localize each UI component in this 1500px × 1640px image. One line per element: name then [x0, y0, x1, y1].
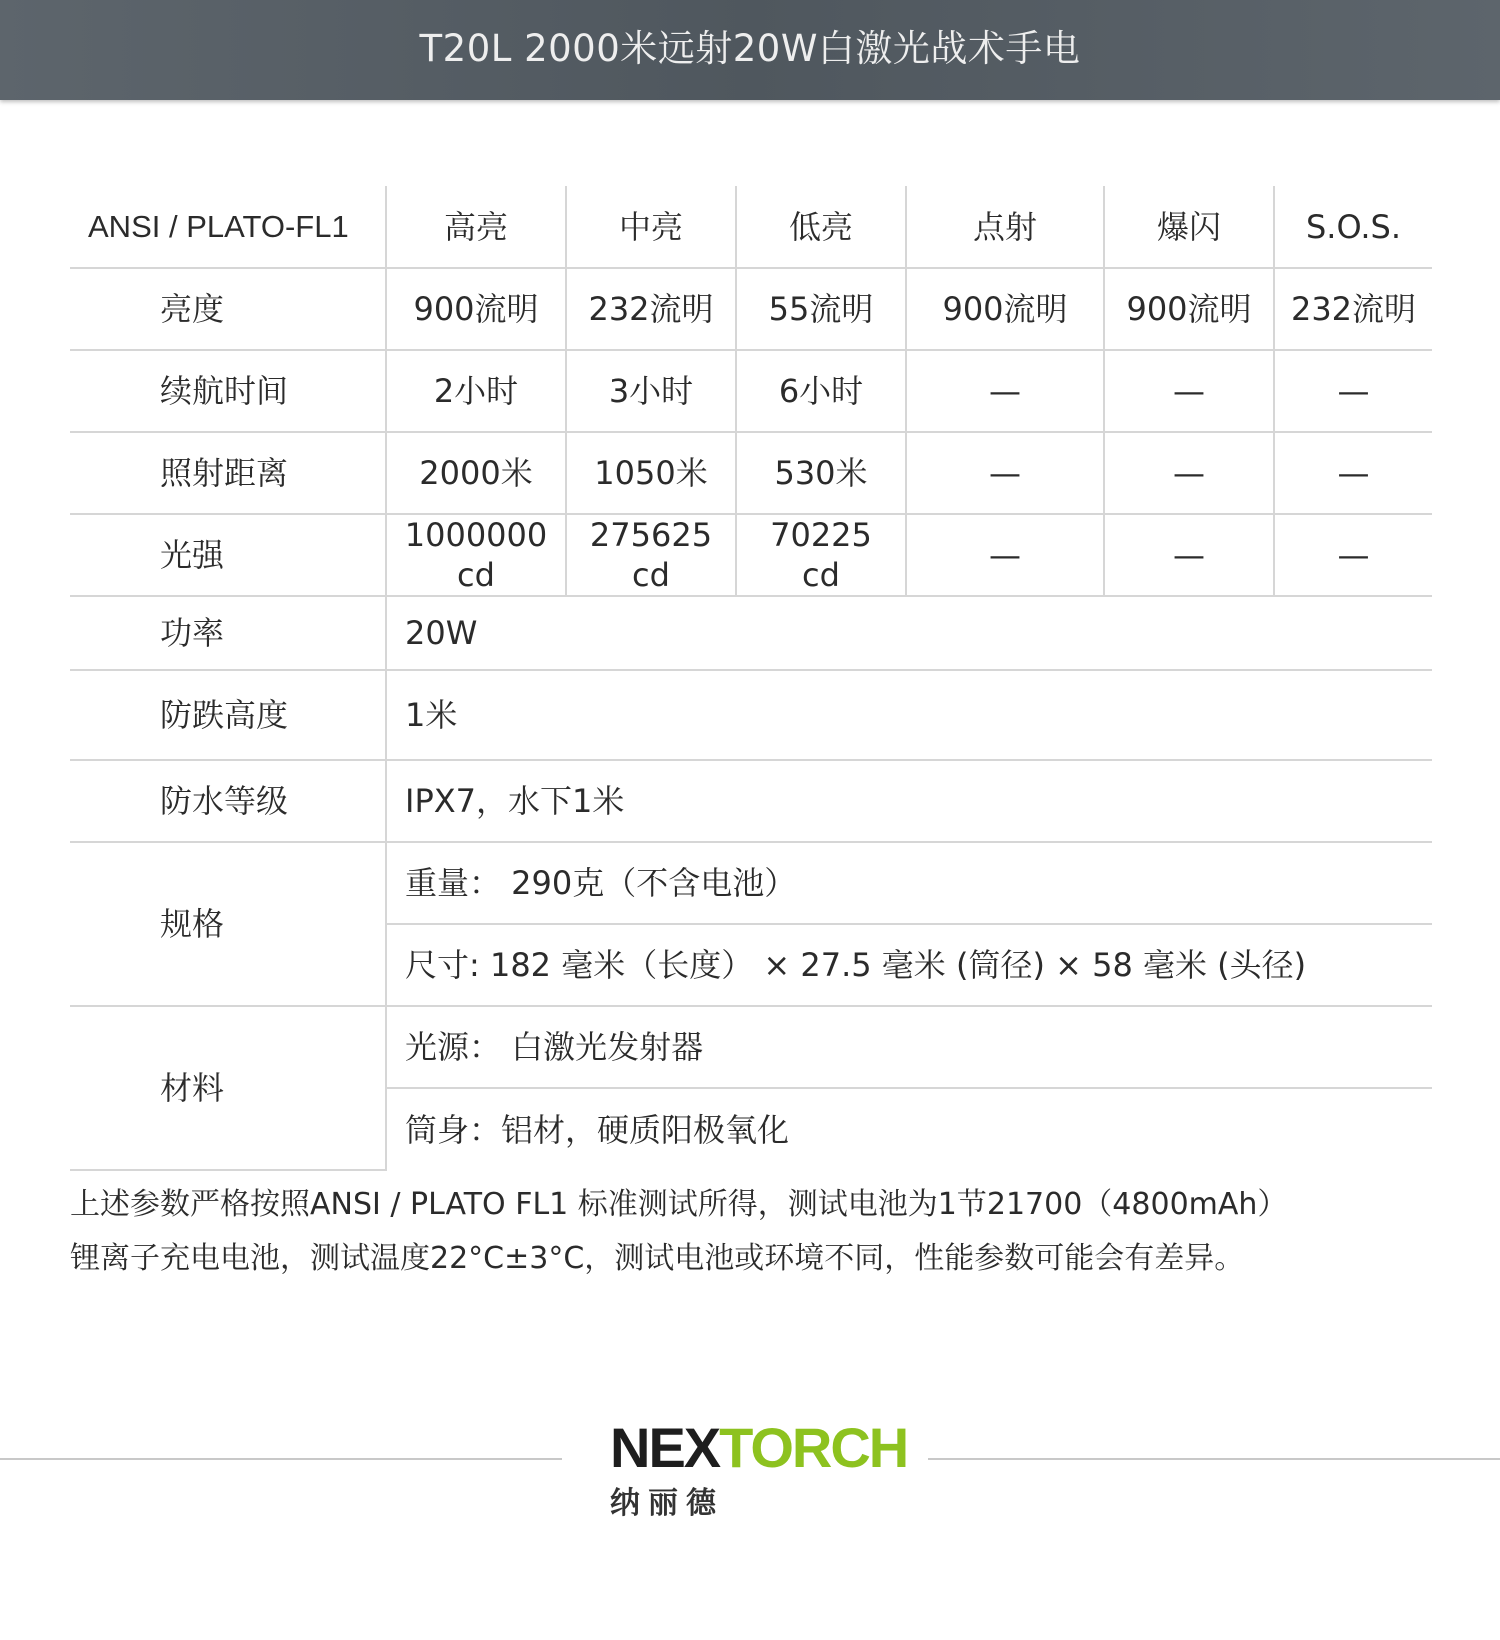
light-source-value: 光源： 白激光发射器 [386, 1006, 1432, 1088]
footnote [70, 1178, 1432, 1286]
table-cell: 530米 [736, 432, 906, 514]
table-header-row [70, 186, 1432, 268]
divider-right [928, 1458, 1500, 1460]
drop-row [70, 670, 1432, 760]
divider-left [0, 1458, 562, 1460]
table-cell: 55流明 [736, 268, 906, 350]
row-label: 续航时间 [70, 350, 386, 432]
table-cell: 275625 cd [566, 514, 736, 596]
footnote-line: 上述参数严格按照ANSI / PLATO FL1 标准测试所得，测试电池为1节21700（4800mAh） [70, 1187, 1288, 1222]
mode-spot: 点射 [906, 186, 1104, 268]
material-row-source [70, 1006, 1432, 1088]
logo-wordmark: NEXTORCH [610, 1416, 908, 1479]
page-title: T20L 2000米远射20W白激光战术手电 [419, 27, 1081, 70]
table-cell: 6小时 [736, 350, 906, 432]
table-cell: 2000米 [386, 432, 566, 514]
mode-medium: 中亮 [566, 186, 736, 268]
mode-strobe: 爆闪 [1104, 186, 1274, 268]
table-cell: — [1104, 350, 1274, 432]
table-cell: 900流明 [1104, 268, 1274, 350]
row-label: 功率 [70, 596, 386, 670]
power-row [70, 596, 1432, 670]
row-label: 材料 [70, 1006, 386, 1170]
row-label: 光强 [70, 514, 386, 596]
table-cell: 70225 cd [736, 514, 906, 596]
waterproof-value: IPX7，水下1米 [386, 760, 1432, 842]
table-cell: — [1104, 432, 1274, 514]
table-cell: 900流明 [906, 268, 1104, 350]
table-cell: 2小时 [386, 350, 566, 432]
row-label: 规格 [70, 842, 386, 1006]
body-value: 筒身：铝材，硬质阳极氧化 [386, 1088, 1432, 1170]
table-cell: — [1274, 432, 1432, 514]
mode-sos: S.O.S. [1274, 186, 1432, 268]
standard-label: ANSI / PLATO-FL1 [70, 186, 386, 268]
logo-chinese: 纳丽德 [610, 1486, 724, 1521]
row-label: 防跌高度 [70, 670, 386, 760]
mode-high: 高亮 [386, 186, 566, 268]
brightness-row [70, 268, 1432, 350]
waterproof-row [70, 760, 1432, 842]
table-cell: 1050米 [566, 432, 736, 514]
row-label: 防水等级 [70, 760, 386, 842]
table-cell: 900流明 [386, 268, 566, 350]
table-cell: — [1274, 350, 1432, 432]
runtime-row [70, 350, 1432, 432]
row-label: 亮度 [70, 268, 386, 350]
drop-value: 1米 [386, 670, 1432, 760]
mode-low: 低亮 [736, 186, 906, 268]
weight-value: 重量： 290克（不含电池） [386, 842, 1432, 924]
size-value: 尺寸: 182 毫米（长度） × 27.5 毫米 (筒径) × 58 毫米 (头径) [386, 924, 1432, 1006]
table-cell: — [906, 514, 1104, 596]
header-banner [0, 0, 1500, 100]
table-cell: — [906, 432, 1104, 514]
table-cell: — [906, 350, 1104, 432]
spec-row-weight [70, 842, 1432, 924]
table-cell: 3小时 [566, 350, 736, 432]
table-cell: 232流明 [566, 268, 736, 350]
table-cell: 232流明 [1274, 268, 1432, 350]
table-cell: — [1104, 514, 1274, 596]
brand-logo [610, 1416, 908, 1522]
footnote-line: 锂离子充电电池，测试温度22°C±3°C，测试电池或环境不同，性能参数可能会有差异。 [70, 1241, 1245, 1276]
power-value: 20W [386, 596, 1432, 670]
distance-row [70, 432, 1432, 514]
row-label: 照射距离 [70, 432, 386, 514]
table-cell: — [1274, 514, 1432, 596]
spec-table [70, 186, 1432, 1171]
intensity-row [70, 514, 1432, 596]
table-cell: 1000000 cd [386, 514, 566, 596]
